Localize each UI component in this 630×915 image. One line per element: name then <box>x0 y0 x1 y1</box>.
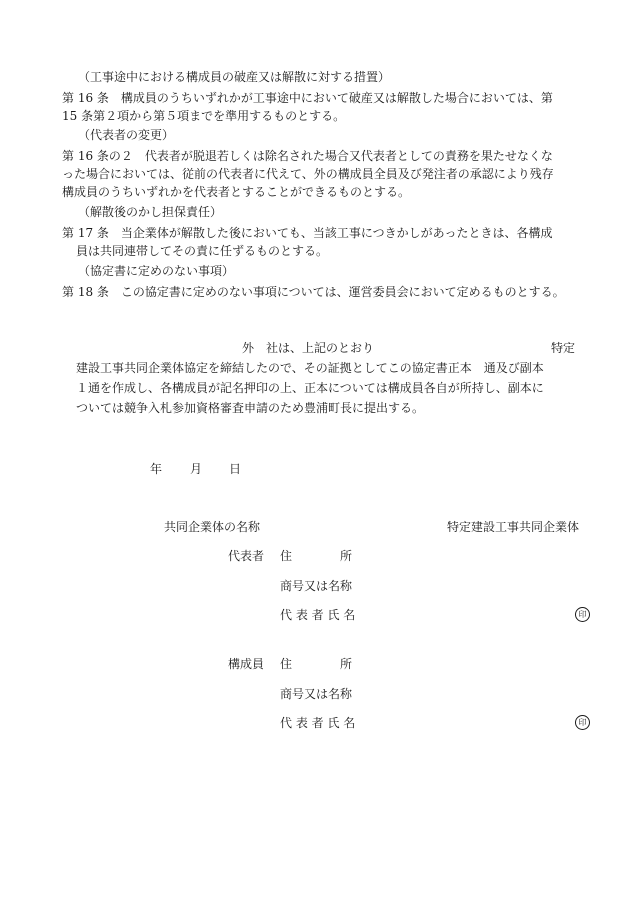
representative-company-label: 商号又は名称 <box>280 579 353 593</box>
article-16-2-line-3: 構成員のうちいずれかを代表者とすることができるものとする。 <box>62 185 411 199</box>
article-16-2-line-1: 第 16 条の２ 代表者が脱退若しくは除名された場合又代表者としての責務を果たせなくな <box>62 149 553 163</box>
member-address-label-2: 所 <box>340 657 353 671</box>
article-16-line-1: 第 16 条 構成員のうちいずれかが工事途中において破産又は解散した場合においては、第 <box>62 91 553 105</box>
date-day: 日 <box>229 462 242 476</box>
jv-name-suffix: 特定建設工事共同企業体 <box>447 520 580 534</box>
representative-seal-mark: 印 <box>575 607 590 622</box>
closing-part-2: 特定 <box>551 341 576 355</box>
date-year: 年 <box>150 462 163 476</box>
jv-name-label: 共同企業体の名称 <box>164 520 261 534</box>
article-17-line-1: 第 17 条 当企業体が解散した後においても、当該工事につきかしがあったときは、各構成 <box>62 226 553 240</box>
closing-part-1: 外 社は、上記のとおり <box>242 341 375 355</box>
article-16-line-2: 15 条第２項から第５項までを準用するものとする。 <box>62 109 346 123</box>
date-month: 月 <box>190 462 203 476</box>
article-17-heading: （解散後のかし担保責任） <box>78 205 223 219</box>
member-name-label: 代 表 者 氏 名 <box>280 716 356 730</box>
representative-name-label: 代 表 者 氏 名 <box>280 608 356 622</box>
member-role: 構成員 <box>228 657 265 671</box>
member-seal-mark: 印 <box>575 715 590 730</box>
article-16-heading: （工事途中における構成員の破産又は解散に対する措置） <box>78 70 391 84</box>
article-18-heading: （協定書に定めのない事項） <box>78 264 235 278</box>
article-18-body: 第 18 条 この協定書に定めのない事項については、運営委員会において定めるものとする。 <box>62 285 565 299</box>
closing-line-3: １通を作成し、各構成員が記名押印の上、正本については構成員各自が所持し、副本に <box>76 381 544 395</box>
representative-address-label-2: 所 <box>340 549 353 563</box>
article-16-2-heading: （代表者の変更） <box>78 128 175 142</box>
article-17-line-2: 員は共同連帯してその責に任ずるものとする。 <box>76 244 329 258</box>
representative-address-label-1: 住 <box>280 549 293 563</box>
member-address-label-1: 住 <box>280 657 293 671</box>
closing-line-4: ついては競争入札参加資格審査申請のため豊浦町長に提出する。 <box>76 401 425 415</box>
closing-line-2: 建設工事共同企業体協定を締結したので、その証拠としてこの協定書正本 通及び副本 <box>76 361 544 375</box>
article-16-2-line-2: った場合においては、従前の代表者に代えて、外の構成員全員及び発注者の承認により残存 <box>62 167 554 181</box>
representative-role: 代表者 <box>228 549 265 563</box>
member-company-label: 商号又は名称 <box>280 687 353 701</box>
